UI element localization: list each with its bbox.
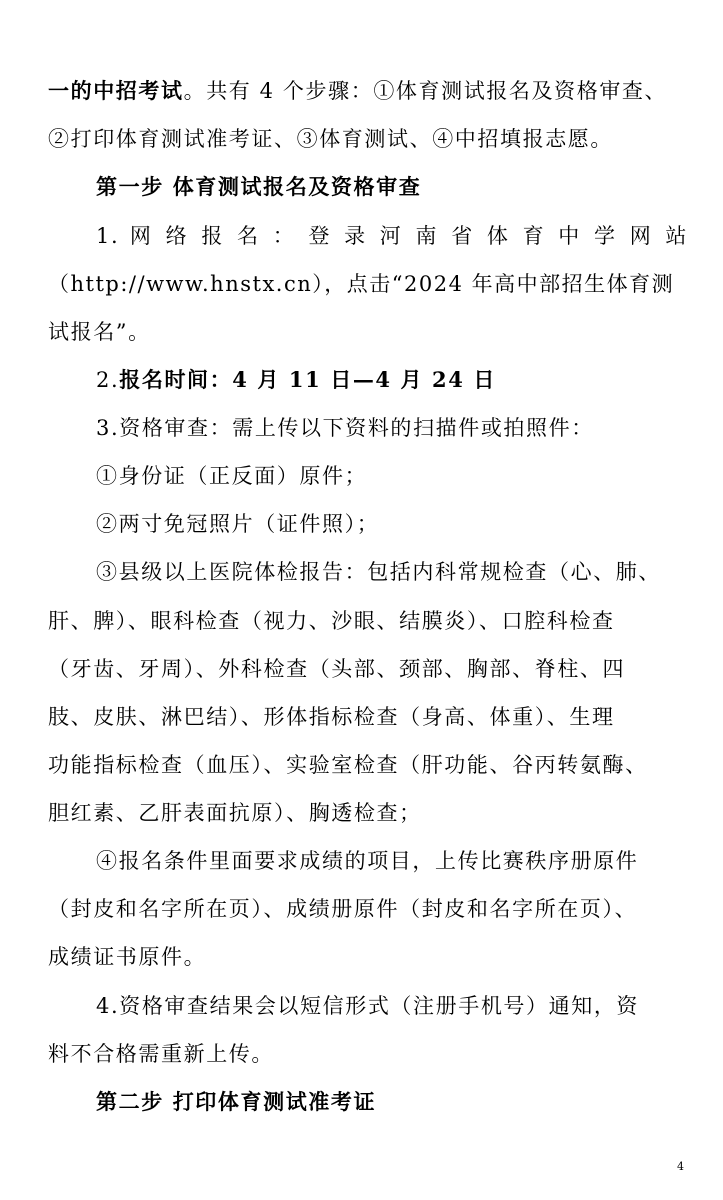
paragraph-line-16: 胆红素、乙肝表面抗原）、胸透检查； (48, 801, 422, 825)
paragraph-line-18: （封皮和名字所在页）、成绩册原件（封皮和名字所在页）、 (48, 897, 638, 921)
paragraph-line-8: 3.资格审查：需上传以下资料的扫描件或拍照件： (96, 416, 594, 440)
text-run: 。共有 4 个步骤：①体育测试报名及资格审查、 (183, 79, 668, 103)
paragraph-line-19: 成绩证书原件。 (48, 945, 207, 969)
section-heading-step-1: 第一步 体育测试报名及资格审查 (96, 174, 422, 199)
paragraph-line-14: 肢、皮肤、淋巴结）、形体指标检查（身高、体重）、生理 (48, 705, 615, 729)
section-heading-step-2: 第二步 打印体育测试准考证 (96, 1089, 377, 1114)
bold-text: 一的中招考试 (48, 78, 184, 103)
paragraph-line-21: 料不合格需重新上传。 (48, 1042, 274, 1066)
list-number: 2. (96, 368, 120, 392)
paragraph-line-9: ①身份证（正反面）原件； (96, 464, 368, 488)
paragraph-line-20: 4.资格审查结果会以短信形式（注册手机号）通知，资 (96, 994, 640, 1018)
paragraph-line-11: ③县级以上医院体检报告：包括内科常规检查（心、肺、 (96, 560, 661, 584)
registration-time-text: 报名时间：4 月 11 日—4 月 24 日 (119, 367, 496, 392)
paragraph-line-2: ②打印体育测试准考证、③体育测试、④中招填报志愿。 (48, 127, 613, 151)
registration-time-line (96, 365, 688, 395)
paragraph-line-17: ④报名条件里面要求成绩的项目，上传比赛秩序册原件 (96, 849, 639, 873)
paragraph-line-10: ②两寸免冠照片（证件照）； (96, 512, 380, 536)
paragraph-line-13: （牙齿、牙周）、外科检查（头部、颈部、胸部、脊柱、四 (48, 657, 626, 681)
page-number: 4 (677, 1160, 684, 1173)
paragraph-line-15: 功能指标检查（血压）、实验室检查（肝功能、谷丙转氨酶、 (48, 753, 648, 777)
paragraph-line-6: 试报名”。 (48, 320, 151, 344)
paragraph-line-5: （http://www.hnstx.cn），点击“2024 年高中部招生体育测 (48, 272, 675, 296)
paragraph-line-4: 1. 网 络 报 名 ： 登 录 河 南 省 体 育 中 学 网 站 (96, 224, 688, 248)
paragraph-line-1 (48, 76, 688, 106)
paragraph-line-12: 肝、脾）、眼科检查（视力、沙眼、结膜炎）、口腔科检查 (48, 609, 615, 633)
